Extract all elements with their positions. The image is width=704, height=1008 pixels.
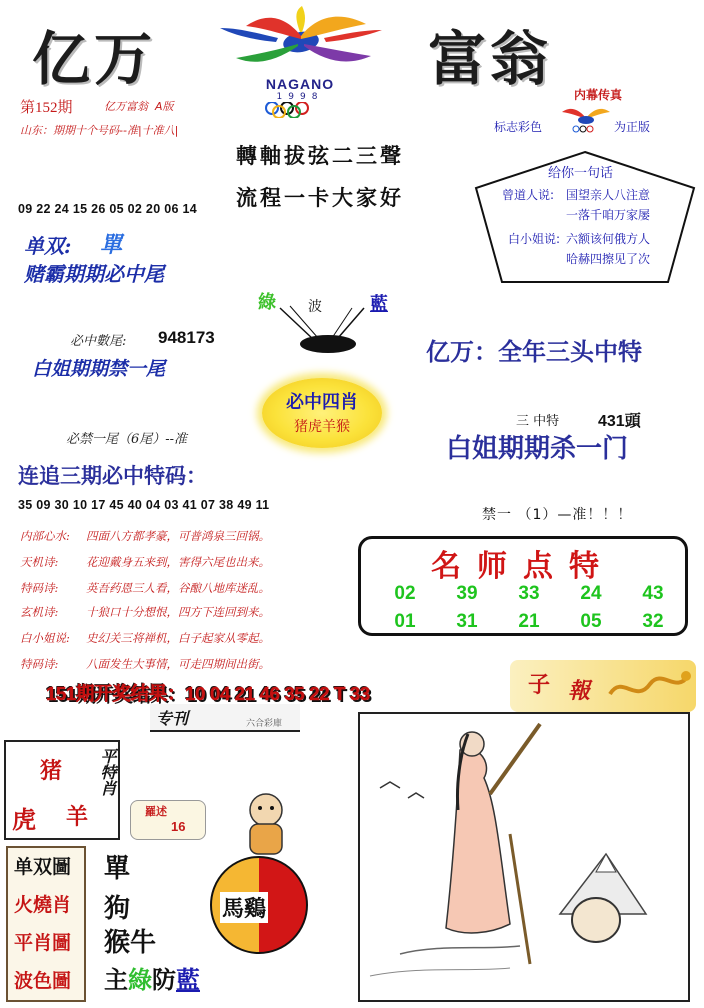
sub-rule: 山东：期期十个号码--准|十准八| <box>20 124 179 137</box>
must-tail-label: 必中數尾: <box>70 334 127 349</box>
pick-number: 31 <box>456 611 478 632</box>
pick-number: 24 <box>580 583 602 604</box>
quote-speaker1: 曾道人说: <box>502 188 555 202</box>
three-heads-value: 431頭 <box>598 413 641 430</box>
single-double-label: 单双: <box>24 234 72 258</box>
quote-speaker2: 白小姐说: <box>508 232 561 246</box>
flower-emblem-icon <box>206 6 396 76</box>
forbid-tail: 必禁一尾（6尾）--准 <box>66 432 188 447</box>
badge-top: 羅述 <box>145 805 167 818</box>
title-right: 富翁 <box>428 25 553 93</box>
fax-left: 标志彩色 <box>494 120 543 134</box>
numbers-chase: 35 09 30 10 17 45 40 04 03 41 07 38 49 11 <box>18 498 270 512</box>
pick-number: 05 <box>580 611 602 632</box>
bao-text: 報 <box>568 678 591 704</box>
poem-label: 玄机诗: <box>20 605 59 619</box>
board-wave: 波色圖 <box>14 970 72 992</box>
poem-row <box>20 656 350 678</box>
zi-text: 子 <box>528 672 551 698</box>
kill-door: 白姐期期杀一门 <box>446 434 629 464</box>
zodiac-tiger: 虎 <box>12 805 36 834</box>
must-tail-slogan: 白姐期期禁一尾 <box>32 358 166 380</box>
badge <box>130 800 206 840</box>
quote-line2a: 六额该何俄方人 <box>566 232 651 246</box>
dragon-icon <box>606 664 692 708</box>
fisherman-illustration-icon <box>360 714 688 1000</box>
olympic-rings-icon <box>262 102 342 118</box>
poem-row <box>20 580 350 602</box>
small-logo-icon <box>558 104 614 134</box>
four-zodiac-pill <box>262 378 382 448</box>
poem-text: 十狼口十分想恨，四方下连回到来。 <box>86 605 270 619</box>
poem-row <box>20 554 350 576</box>
poem-text: 史幻关三将禅机，白子起家从零起。 <box>86 631 270 645</box>
pick-number: 32 <box>642 611 664 632</box>
poem-row <box>20 528 350 550</box>
pick-number: 01 <box>394 611 416 632</box>
quote-line1b: 一落千咱万家屡 <box>566 208 651 222</box>
fax-right: 为正版 <box>614 120 651 134</box>
ink-painting-frame <box>358 712 690 1002</box>
zodiac-vertical: 平特肖 <box>98 748 117 796</box>
single-double-value: 單 <box>100 232 123 258</box>
quote-line1a: 国望亲人八注意 <box>566 188 651 202</box>
bottom-monkey-ox: 猴牛 <box>104 928 157 958</box>
cartoon-kid-icon <box>236 790 296 860</box>
grade-label <box>104 98 174 114</box>
logo-text: NAGANO <box>265 76 335 92</box>
main-wave-a: 主 <box>104 965 128 994</box>
badge-num: 16 <box>171 819 186 834</box>
pick-number: 43 <box>642 583 664 604</box>
wave-bowl <box>252 286 402 356</box>
forbid-one: 禁一 （1）—准！！！ <box>482 507 633 523</box>
draw-result: 151期开奖结果：10 04 21 46 35 22 T 33 <box>46 683 370 704</box>
poem-label: 特码诗: <box>20 657 59 671</box>
mid-header-line1: 轉軸拔弦二三聲 <box>236 143 404 168</box>
grade-a: 亿万富翁 <box>104 100 148 113</box>
poem-row <box>20 630 350 652</box>
banner-tag: 六合彩庫 <box>246 719 283 729</box>
poem-text: 英吾药恩三人看，谷酿八地库迷乱。 <box>86 581 270 595</box>
poem-label: 白小姐说: <box>20 631 70 645</box>
bottom-dog: 狗 <box>104 894 131 924</box>
poem-label: 天机诗: <box>20 555 59 569</box>
board-dan: 单双圖 <box>14 856 72 878</box>
zibao-banner <box>510 660 696 712</box>
poem-text: 四面八方都孝豪，可普鸿泉三回锅。 <box>86 529 270 543</box>
pick-number: 21 <box>518 611 540 632</box>
main-wave-c: 防 <box>152 965 176 994</box>
poem-label: 特码诗: <box>20 581 59 595</box>
poem-row <box>20 604 350 626</box>
yin-yang <box>210 856 308 954</box>
numbers-top: 09 22 24 15 26 05 02 20 06 14 <box>18 202 197 216</box>
bottom-dan: 單 <box>104 854 131 884</box>
banner-small: 专刊 <box>156 709 189 728</box>
issue-number: 第152期 <box>20 100 73 116</box>
picks-title: 名师点特 <box>431 549 615 584</box>
zodiac-pig: 猪 <box>40 758 63 784</box>
main-wave <box>104 960 200 995</box>
nagano-logo <box>206 6 396 120</box>
pill-value: 猪虎羊猴 <box>294 419 350 435</box>
quote-title: 给你一句话 <box>548 166 614 181</box>
pick-number: 02 <box>394 583 416 604</box>
zodiac-sheep: 羊 <box>66 804 89 830</box>
three-heads-label: 三 中特 <box>516 414 560 429</box>
wave-mid: 波 <box>308 299 322 315</box>
pill-title: 必中四肖 <box>286 392 358 413</box>
wave-green: 綠 <box>258 292 276 313</box>
logo-year: 1998 <box>276 92 324 102</box>
zodiac-frame <box>4 740 120 840</box>
main-wave-d: 藍 <box>176 965 200 994</box>
poem-text: 花迎戴身五来到，害得六尾也出来。 <box>86 555 270 569</box>
single-double-slogan: 赌霸期期必中尾 <box>24 262 164 286</box>
slogan-right: 亿万：全年三头中特 <box>426 338 642 366</box>
master-picks-box <box>358 536 688 636</box>
mid-header-line2: 流程一卡大家好 <box>236 185 404 210</box>
special-banner <box>150 704 300 732</box>
must-tail-value: 948173 <box>158 328 215 347</box>
board-column <box>6 846 86 1002</box>
horse-rooster: 馬鷄 <box>220 892 268 923</box>
chase-title: 连追三期必中特码： <box>18 464 207 488</box>
wave-blue: 藍 <box>370 294 388 315</box>
poem-text: 八面发生大事情，可走四期间出街。 <box>86 657 270 671</box>
pick-number: 33 <box>518 583 540 604</box>
poem-label: 内部心水: <box>20 529 70 543</box>
quote-line2b: 哈赫四擦见了次 <box>566 252 651 266</box>
grade-b: A版 <box>155 100 174 113</box>
title-left: 亿万 <box>32 25 157 93</box>
pick-number: 39 <box>456 583 478 604</box>
main-wave-b: 綠 <box>128 965 152 994</box>
board-fire: 火燒肖 <box>14 894 72 916</box>
board-flat: 平肖圖 <box>14 932 72 954</box>
fax-title: 内幕传真 <box>574 88 623 102</box>
